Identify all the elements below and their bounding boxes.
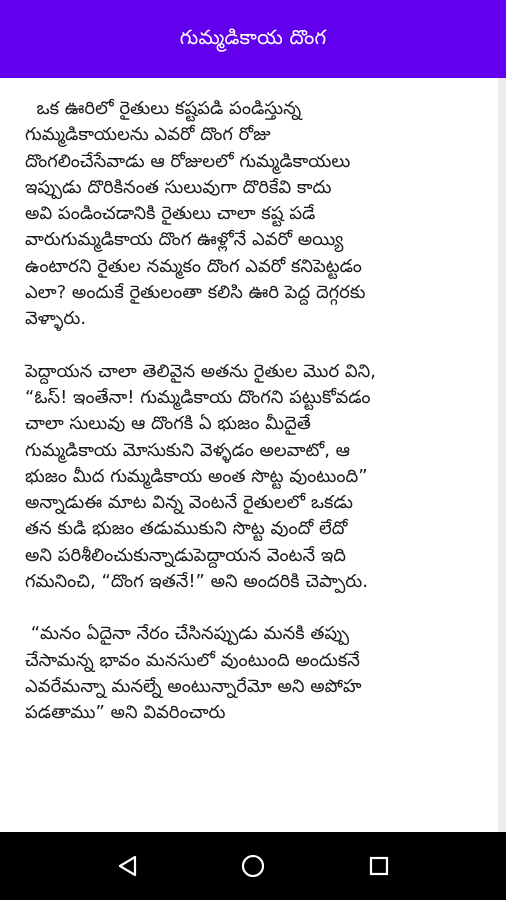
story-line: పడతాము” అని వివరించారు: [25, 702, 226, 724]
story-content[interactable]: [0, 78, 506, 832]
story-line: అవి పండించడానికి రైతులు చాలా కష్ట పడే: [25, 203, 316, 225]
paragraph-gap: [25, 595, 485, 621]
circle-home-icon: [240, 853, 266, 879]
story-text: [25, 96, 485, 727]
square-recents-icon: [368, 855, 390, 877]
story-line: అన్నాడుఈ మాట విన్న వెంటనే రైతులలో ఒకడు: [25, 492, 353, 514]
story-line: దొంగలించేసేవాడు ఆ రోజులలో గుమ్మడికాయలు: [25, 150, 351, 172]
system-nav-bar: [0, 832, 506, 900]
app-bar: [0, 0, 506, 78]
story-line: ఉంటారని రైతుల నమ్మకం దొంగ ఎవరో కనిపెట్టడం: [25, 255, 362, 277]
story-paragraph-2: [25, 359, 485, 596]
story-line: “ఓస్! ఇంతేనా! గుమ్మడికాయ దొంగని పట్టుకోవడం: [25, 386, 371, 408]
home-button[interactable]: [213, 832, 293, 900]
story-line: ఎవరేమన్నా మనల్నే అంటున్నారేమో అని అపోహ: [25, 675, 362, 697]
story-line: గుమ్మడికాయ మోసుకుని వెళ్ళడం అలవాటో, ఆ: [25, 439, 351, 461]
story-line: వారుగుమ్మడికాయ దొంగ ఊళ్లోనే ఎవరో అయ్యి: [25, 229, 344, 251]
app-title: గుమ్మడికాయ దొంగ: [179, 24, 327, 49]
scroll-edge: [498, 78, 506, 832]
back-button[interactable]: [87, 832, 167, 900]
story-line: గమనించి, “దొంగ ఇతనే!” అని అందరికి చెప్పారు.: [25, 571, 368, 593]
triangle-back-icon: [116, 854, 138, 878]
story-line: పెద్దాయన చాలా తెలివైన అతను రైతుల మొర విని,: [25, 360, 376, 382]
story-line: గుమ్మడికాయలను ఎవరో దొంగ రోజు: [25, 124, 271, 146]
story-paragraph-1: [25, 96, 485, 333]
story-paragraph-3: [25, 621, 485, 726]
story-line: ఒక ఊరిలో రైతులు కష్టపడి పండిస్తున్న: [25, 98, 302, 119]
story-line: అని పరిశీలించుకున్నాడుపెద్దాయన వెంటనే ఇది: [25, 544, 346, 566]
story-line: “మనం ఏదైనా నేరం చేసినప్పుడు మనకి తప్పు: [25, 623, 350, 645]
story-line: చాలా సులువు ఆ దొంగకి ఏ భుజం మీదైతే: [25, 413, 311, 435]
story-line: ఎలా? అందుకే రైతులంతా కలిసి ఊరి పెద్ద దెగ్గరకు: [25, 282, 366, 304]
recents-button[interactable]: [339, 832, 419, 900]
story-line: ఇప్పుడు దొరికినంత సులువుగా దొరికేవి కాదు: [25, 176, 332, 198]
story-line: భుజం మీద గుమ్మడికాయ అంత సొట్ట వుంటుంది”: [25, 465, 368, 487]
story-line: వెళ్ళారు.: [25, 308, 87, 330]
story-line: చేసామన్న భావం మనసులో వుంటుంది అందుకనే: [25, 649, 360, 671]
paragraph-gap: [25, 333, 485, 359]
story-line: తన కుడి భుజం తడుముకుని సొట్ట వుందో లేదో: [25, 518, 348, 540]
